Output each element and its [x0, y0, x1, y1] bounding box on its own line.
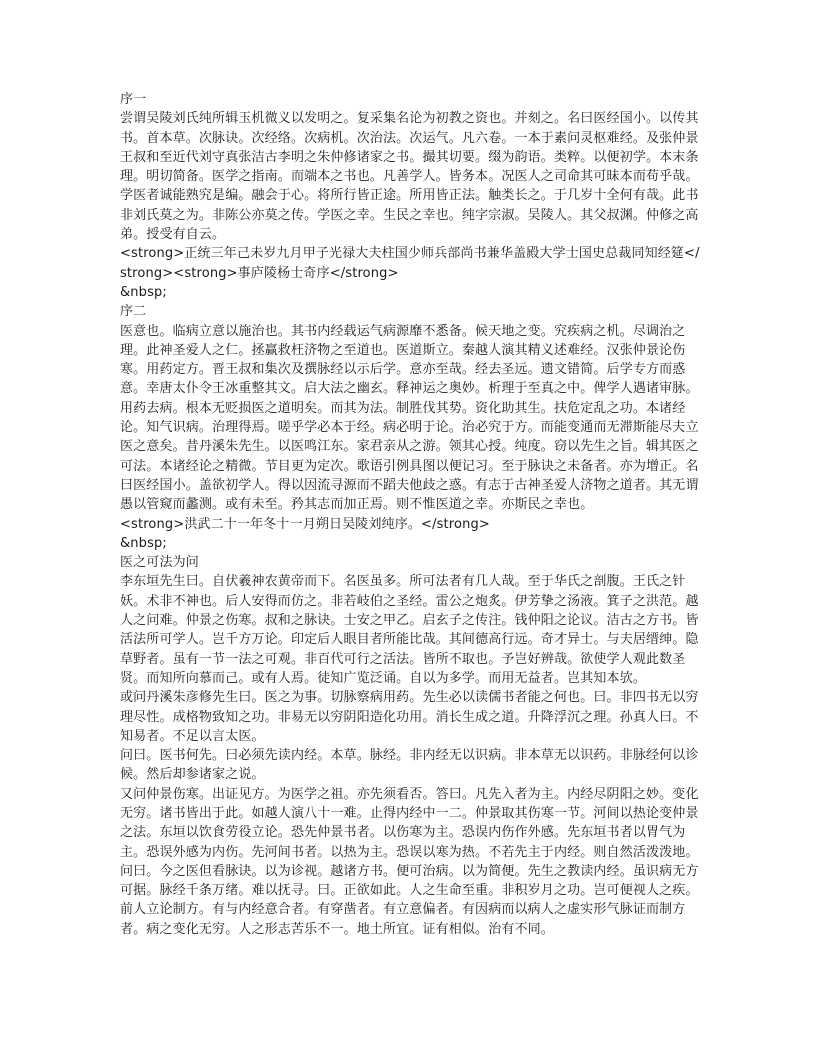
nbsp-line: &nbsp; — [120, 535, 167, 551]
paragraph-li-dongyuan: 李东垣先生曰。自伏羲神农黄帝而下。名医虽多。所可法者有几人哉。至于华氏之剖腹。王氏之针妖。术非不神也。后人安得而仿之。非若岐伯之圣经。雷公之炮炙。伊芳挚之汤液。箕子之洪范。越人之问难。仲景之伤寒。叔和之脉诀。士安之甲乙。启玄子之传注。钱仲阳之论议。洁古之方书。皆活法所可学人。岂千方万论。印定后人眼目者所能比哉。其间德高行远。奇才异士。与夫居缙绅。隐草野者。虽有一节一法之可观。非百代可行之活法。皆所不取也。予岂好辨哉。欲使学人观此数圣贤。而知所向慕而己。或有人焉。徒知广览泛诵。自以为多学。而用无益者。岂其知本欤。 — [120, 574, 699, 686]
paragraph-zhu-danxi: 或问丹溪朱彦修先生曰。医之为事。切脉察病用药。先生必以读儒书者能之何也。曰。非四书无以穷理尽性。成格物致知之功。非易无以穷阴阳造化功用。消长生成之道。升降浮沉之理。孙真人曰。不知易者。不足以言太医。 — [120, 690, 699, 744]
heading-section-questions: 医之可法为问 — [120, 555, 199, 571]
paragraph-preface-two: 医意也。临病立意以施治也。其书内经载运气病源靡不悉备。候天地之变。究疾病之机。尽调治之理。此神圣爱人之仁。拯赢救枉济物之至道也。医道斯立。秦越人演其精义述难经。汉张仲景论伤寒。用药定方。晋王叔和集次及撰脉经以示后学。意亦至哉。经去圣远。遗文错简。后学专方而惑意。幸唐太仆令王冰重整其文。启大法之幽玄。释神运之奥妙。析理于至真之中。俾学人遇诸审脉。用药去病。根本无贬损医之道明矣。而其为法。制胜伐其势。资化助其生。扶危定乱之功。本诸经论。知气识病。治理得焉。嗟乎学必本于经。病必明于论。治必究于方。而能变通而无滞斯能尽夫立医之意矣。昔丹溪朱先生。以医鸣江东。家君亲从之游。领其心授。纯度。窃以先生之旨。辑其医之可法。本诸经论之精微。节目更为定次。歌语引例具图以便记习。至于脉诀之未备者。亦为增正。名曰医经国小。盖欲初学人。得以因流寻源而不蹈夫他歧之惑。有志于古神圣爱人济物之道者。其无谓愚以管窥而蠡测。或有未至。矜其志而加正焉。则不惟医道之幸。亦斯民之幸也。 — [120, 323, 699, 513]
signature-preface-one: <strong>正统三年己未岁九月甲子光禄大夫柱国少师兵部尚书兼华盖殿大学士国史总裁同知经筵</strong><strong>事庐陵杨士奇序</strong> — [120, 246, 700, 281]
nbsp-line: &nbsp; — [120, 284, 167, 300]
paragraph-question-books: 问曰。医书何先。曰必须先读内经。本草。脉经。非内经无以识病。非本草无以识药。非脉经何以诊候。然后却参诸家之说。 — [120, 748, 699, 783]
paragraph-question-pulse: 问曰。今之医但看脉诀。以为诊视。越诸方书。便可治病。以为简便。先生之教读内经。虽识病无方可据。脉经千条万绪。难以抚寻。曰。正欲如此。人之生命至重。非积岁月之功。岂可便视人之疾。前人立论制方。有与内经意合者。有穿凿者。有立意偏者。有因病而以病人之虚实形气脉证而制方者。病之变化无穷。人之形志苦乐不一。地土所宜。证有相似。治有不同。 — [120, 863, 699, 937]
paragraph-question-zhongjing: 又问仲景伤寒。出证见方。为医学之祖。亦先须看否。答曰。凡先入者为主。内经尽阴阳之妙。变化无穷。诸书皆出于此。如越人演八十一难。止得内经中一二。仲景取其伤寒一节。河间以热论变仲景之法。东垣以饮食劳役立论。恐先仲景书者。以伤寒为主。恐误内伤作外感。先东垣书者以胃气为主。恐误外感为内伤。先河间书者。以热为主。恐误以寒为热。不若先主于内经。则自然活泼泼地。 — [120, 786, 699, 860]
heading-preface-one: 序一 — [120, 92, 147, 107]
heading-preface-two: 序二 — [120, 304, 147, 320]
paragraph-preface-one: 尝谓吴陵刘氏纯所辑玉机微义以发明之。复采集名论为初教之资也。并刻之。名曰医经国小。以传其书。首本草。次脉诀。次经络。次病机。次治法。次运气。凡六卷。一本于素问灵枢难经。及张仲景王叔和至近代刘守真张洁古李明之朱仲修诸家之书。撮其切要。缀为韵语。类粹。以便初学。本末条理。明切简备。医学之指南。而端本之书也。凡善学人。皆务本。况医人之司命其可昧本而苟乎哉。学医者诚能熟究是编。融会于心。将所行皆正途。所用皆正法。触类长之。于几岁十全何有哉。此书非刘氏莫之为。非陈公亦莫之传。学医之幸。生民之幸也。纯字宗淑。吴陵人。其父叔渊。仲修之高弟。授受有自云。 — [120, 111, 699, 243]
document-body — [120, 90, 705, 939]
signature-preface-two: <strong>洪武二十一年冬十一月朔日吴陵刘纯序。</strong> — [120, 516, 490, 532]
